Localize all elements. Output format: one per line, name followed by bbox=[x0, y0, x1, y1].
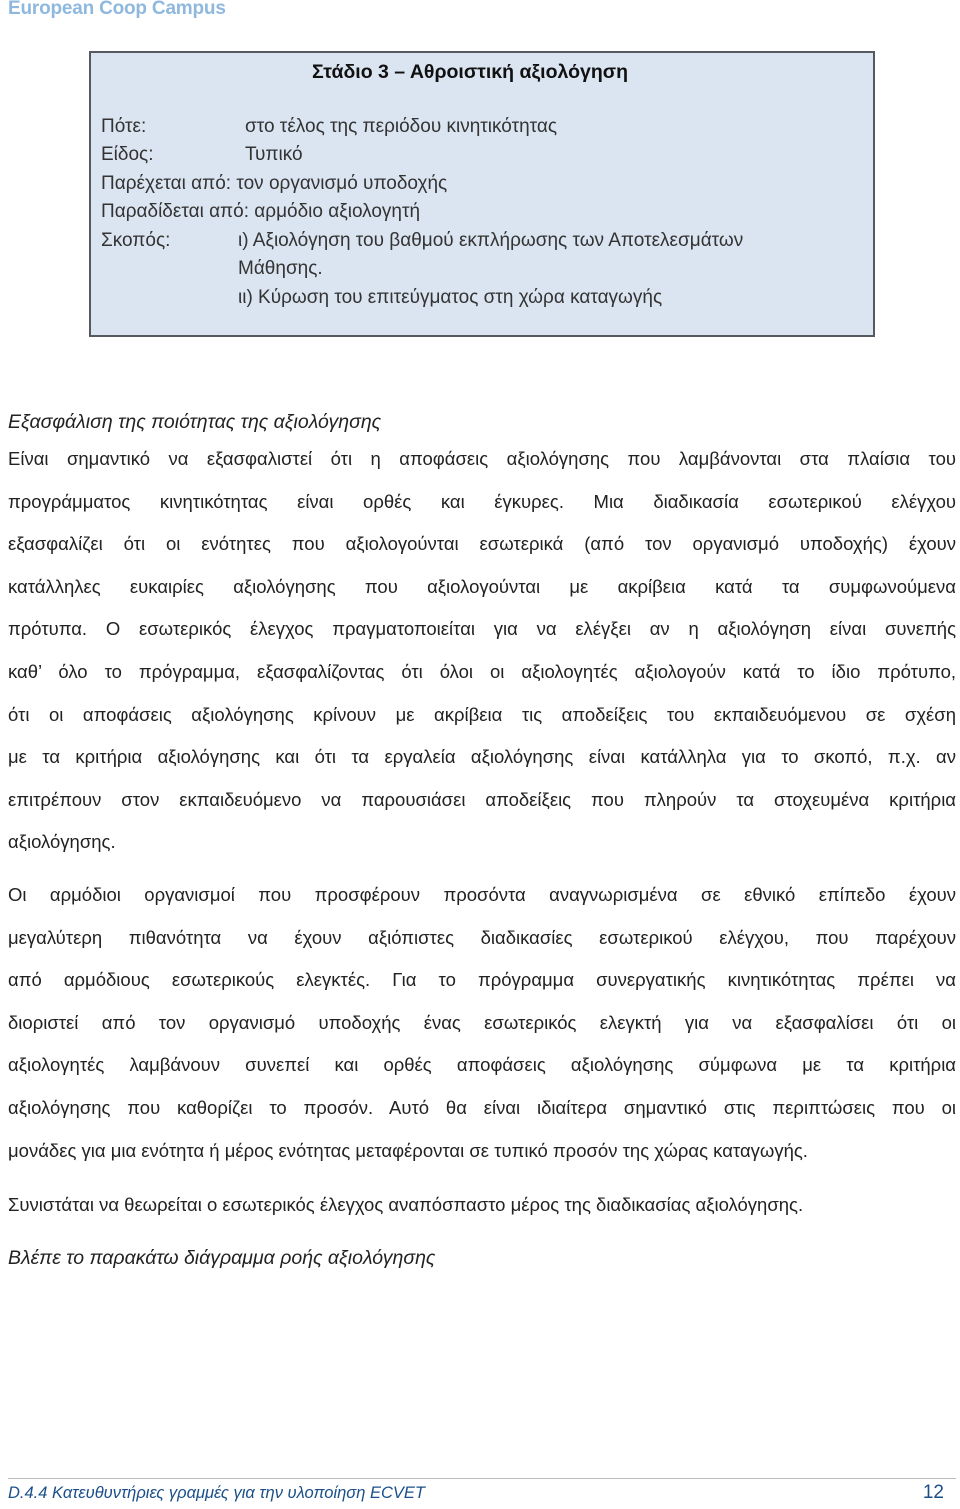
box-title: Στάδιο 3 – Αθροιστική αξιολόγηση bbox=[311, 61, 629, 83]
when-label: Πότε: bbox=[101, 116, 147, 137]
stage-3-info-box: Στάδιο 3 – Αθροιστική αξιολόγηση Πότε: στο τέλος της περιόδου κινητικότητας Είδος: Τυπικό Παρέχεται από: τον οργανισμό υποδοχής Παραδίδεται από: αρμόδιο αξιολογητή Σκοπός: ι) Αξιολόγηση του βαθμού εκπλήρωσης των Αποτελεσμάτων Μάθησης. ιι) Κύρωση του επιτεύγματος στη χώρα καταγωγής bbox=[89, 51, 875, 337]
paragraph-line: πρότυπα. Ο εσωτερικός έλεγχος πραγματοποιείται για να ελέγξει αν η αξιολόγηση είναι συνεπής bbox=[8, 618, 956, 640]
paragraph-line: μονάδες για μια ενότητα ή μέρος ενότητας μεταφέρονται σε τυπικό προσόν της χώρας καταγωγής. bbox=[8, 1139, 808, 1161]
paragraph-internal-verifiers bbox=[8, 884, 956, 1182]
paragraph-line: Είναι σημαντικό να εξασφαλιστεί ότι η αποφάσεις αξιολόγησης που λαμβάνονται στα πλαίσια του bbox=[8, 448, 956, 469]
delivered-by-row: Παραδίδεται από: αρμόδιο αξιολογητή bbox=[101, 201, 421, 222]
paragraph-line: από αρμόδιους εσωτερικούς ελεγκτές. Για το πρόγραμμα συνεργατικής κινητικότητας πρέπει να bbox=[8, 969, 956, 991]
paragraph-line: αξιολογητές λαμβάνουν συνεπεί και ορθές αποφάσεις αξιολόγησης σύμφωνα με τα κριτήρια bbox=[8, 1054, 956, 1076]
type-label: Είδος: bbox=[101, 144, 154, 165]
purpose-item-1: ι) Αξιολόγηση του βαθμού εκπλήρωσης των Αποτελεσμάτων bbox=[238, 230, 744, 251]
paragraph-line: με τα κριτήρια αξιολόγησης και ότι τα εργαλεία αξιολόγησης είναι κατάλληλα για το σκοπό, π.χ. αν bbox=[8, 746, 956, 768]
paragraph-line: κατάλληλες ευκαιρίες αξιολόγησης που αξιολογούνται με ακρίβεια κατά τα συμφωνούμενα bbox=[8, 575, 956, 597]
paragraph-line: αξιολόγησης που καθορίζει το προσόν. Αυτό θα είναι ιδιαίτερα σημαντικό στις περιπτώσεις που οι bbox=[8, 1096, 956, 1118]
paragraph-line: διοριστεί από τον οργανισμό υποδοχής ένας εσωτερικός ελεγκτή για να εξασφαλίσει ότι οι bbox=[8, 1011, 956, 1033]
footer-divider bbox=[8, 1478, 956, 1479]
paragraph-line: καθ’ όλο το πρόγραμμα, εξασφαλίζοντας ότι όλοι οι αξιολογητές αξιολογούν κατά το ίδιο πρότυπο, bbox=[8, 660, 956, 682]
paragraph-line: εξασφαλίζει ότι οι ενότητες που αξιολογούνται εσωτερικά (από τον οργανισμό υποδοχής) έχουν bbox=[8, 533, 956, 555]
when-value: στο τέλος της περιόδου κινητικότητας bbox=[245, 116, 558, 137]
type-value: Τυπικό bbox=[245, 144, 303, 165]
page-number: 12 bbox=[922, 1482, 944, 1503]
flowchart-note: Βλέπε το παρακάτω διάγραμμα ροής αξιολόγησης bbox=[8, 1247, 436, 1269]
paragraph-line: αξιολόγησης. bbox=[8, 831, 116, 853]
paragraph-line: μεγαλύτερη πιθανότητα να έχουν αξιόπιστες διαδικασίες εσωτερικού ελέγχου, που παρέχουν bbox=[8, 926, 956, 948]
type-row bbox=[101, 144, 303, 166]
paragraph-line: Οι αρμόδιοι οργανισμοί που προσφέρουν προσόντα αναγνωρισμένα σε εθνικό επίπεδο έχουν bbox=[8, 884, 956, 905]
section-heading: Εξασφάλιση της ποιότητας της αξιολόγησης bbox=[8, 411, 382, 433]
paragraph-recommendation: Συνιστάται να θεωρείται ο εσωτερικός έλεγχος αναπόσπαστο μέρος της διαδικασίας αξιολόγησης. bbox=[8, 1194, 804, 1215]
purpose-row bbox=[101, 230, 744, 252]
footer-document-title: D.4.4 Κατευθυντήριες γραμμές για την υλοποίηση ECVET bbox=[8, 1484, 425, 1502]
paragraph-quality-assurance bbox=[8, 448, 956, 874]
purpose-item-2: ιι) Κύρωση του επιτεύγματος στη χώρα καταγωγής bbox=[238, 287, 663, 308]
when-row bbox=[101, 116, 558, 138]
paragraph-line: ότι οι αποφάσεις αξιολόγησης κρίνουν με ακρίβεια τις αποδείξεις του εκπαιδευόμενου σε σχέση bbox=[8, 703, 956, 725]
provided-by-row: Παρέχεται από: τον οργανισμό υποδοχής bbox=[101, 173, 448, 194]
purpose-label: Σκοπός: bbox=[101, 230, 171, 251]
paragraph-line: προγράμματος κινητικότητας είναι ορθές και έγκυρες. Μια διαδικασία εσωτερικού ελέγχου bbox=[8, 490, 956, 512]
brand-logo-text: European Coop Campus bbox=[8, 0, 226, 19]
paragraph-line: επιτρέπουν στον εκπαιδευόμενο να παρουσιάσει αποδείξεις που πληρούν τα στοχευμένα κριτήρια bbox=[8, 788, 956, 810]
